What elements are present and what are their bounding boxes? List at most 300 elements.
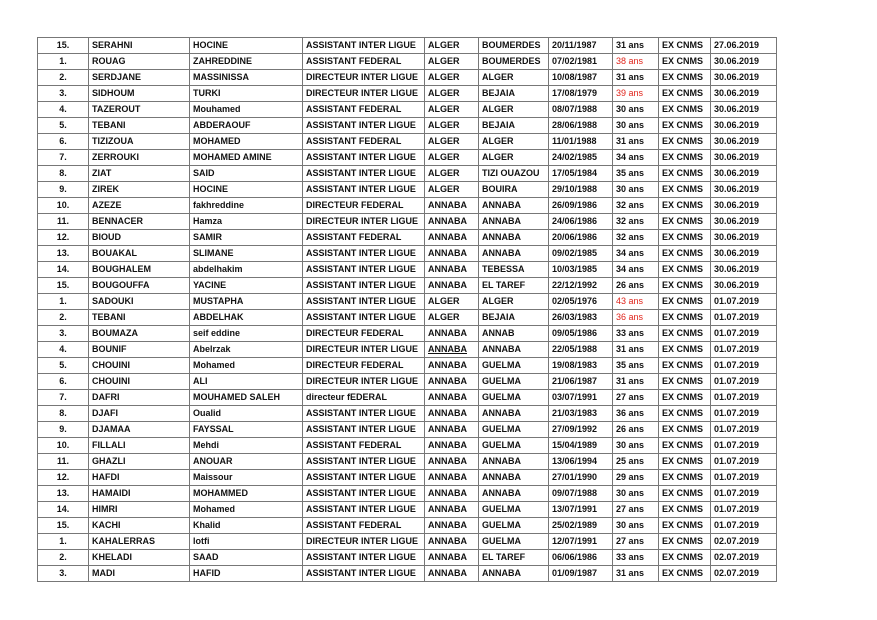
school-cell: EX CNMS: [659, 374, 711, 390]
wilaya-cell: BOUIRA: [479, 182, 549, 198]
first-name-cell: SAAD: [190, 550, 303, 566]
first-name-cell: lotfi: [190, 534, 303, 550]
table-row: [38, 230, 777, 246]
school-cell: EX CNMS: [659, 422, 711, 438]
row-number-cell: 2.: [38, 70, 89, 86]
table-row: [38, 198, 777, 214]
function-cell: ASSISTANT INTER LIGUE: [303, 166, 425, 182]
league-cell: ANNABA: [425, 326, 479, 342]
age-cell: 36 ans: [613, 406, 659, 422]
table-row: [38, 214, 777, 230]
age-cell: 32 ans: [613, 214, 659, 230]
first-name-cell: MASSINISSA: [190, 70, 303, 86]
table-row: [38, 294, 777, 310]
last-name-cell: BENNACER: [89, 214, 190, 230]
function-cell: DIRECTEUR INTER LIGUE: [303, 342, 425, 358]
session-date-cell: 01.07.2019: [711, 422, 777, 438]
function-cell: DIRECTEUR INTER LIGUE: [303, 86, 425, 102]
wilaya-cell: GUELMA: [479, 358, 549, 374]
age-cell: 38 ans: [613, 54, 659, 70]
school-cell: EX CNMS: [659, 198, 711, 214]
session-date-cell: 01.07.2019: [711, 326, 777, 342]
birth-date-cell: 22/12/1992: [549, 278, 613, 294]
school-cell: EX CNMS: [659, 438, 711, 454]
birth-date-cell: 06/06/1986: [549, 550, 613, 566]
age-cell: 25 ans: [613, 454, 659, 470]
last-name-cell: BOUMAZA: [89, 326, 190, 342]
table-row: [38, 278, 777, 294]
birth-date-cell: 28/06/1988: [549, 118, 613, 134]
age-cell: 31 ans: [613, 342, 659, 358]
function-cell: ASSISTANT FEDERAL: [303, 438, 425, 454]
birth-date-cell: 09/05/1986: [549, 326, 613, 342]
birth-date-cell: 24/06/1986: [549, 214, 613, 230]
wilaya-cell: GUELMA: [479, 502, 549, 518]
session-date-cell: 30.06.2019: [711, 246, 777, 262]
session-date-cell: 01.07.2019: [711, 502, 777, 518]
session-date-cell: 02.07.2019: [711, 550, 777, 566]
row-number-cell: 5.: [38, 118, 89, 134]
league-cell: ALGER: [425, 70, 479, 86]
wilaya-cell: TIZI OUAZOU: [479, 166, 549, 182]
first-name-cell: ABDERAOUF: [190, 118, 303, 134]
wilaya-cell: EL TAREF: [479, 550, 549, 566]
league-cell: ANNABA: [425, 454, 479, 470]
birth-date-cell: 21/03/1983: [549, 406, 613, 422]
wilaya-cell: BEJAIA: [479, 86, 549, 102]
wilaya-cell: ANNABA: [479, 230, 549, 246]
league-cell: ALGER: [425, 118, 479, 134]
wilaya-cell: ANNABA: [479, 470, 549, 486]
league-cell: ANNABA: [425, 342, 479, 358]
wilaya-cell: GUELMA: [479, 518, 549, 534]
wilaya-cell: ANNABA: [479, 486, 549, 502]
age-cell: 31 ans: [613, 134, 659, 150]
function-cell: ASSISTANT INTER LIGUE: [303, 246, 425, 262]
function-cell: ASSISTANT INTER LIGUE: [303, 406, 425, 422]
wilaya-cell: BEJAIA: [479, 118, 549, 134]
birth-date-cell: 08/07/1988: [549, 102, 613, 118]
function-cell: ASSISTANT INTER LIGUE: [303, 422, 425, 438]
school-cell: EX CNMS: [659, 54, 711, 70]
first-name-cell: YACINE: [190, 278, 303, 294]
table-row: [38, 326, 777, 342]
last-name-cell: HAFDI: [89, 470, 190, 486]
birth-date-cell: 01/09/1987: [549, 566, 613, 582]
birth-date-cell: 10/03/1985: [549, 262, 613, 278]
first-name-cell: Mehdi: [190, 438, 303, 454]
age-cell: 33 ans: [613, 326, 659, 342]
row-number-cell: 10.: [38, 198, 89, 214]
function-cell: DIRECTEUR INTER LIGUE: [303, 70, 425, 86]
wilaya-cell: ANNABA: [479, 454, 549, 470]
age-cell: 30 ans: [613, 518, 659, 534]
last-name-cell: BOUGOUFFA: [89, 278, 190, 294]
table-row: [38, 406, 777, 422]
school-cell: EX CNMS: [659, 342, 711, 358]
league-cell: ANNABA: [425, 486, 479, 502]
school-cell: EX CNMS: [659, 294, 711, 310]
last-name-cell: TIZIZOUA: [89, 134, 190, 150]
league-cell: ALGER: [425, 134, 479, 150]
age-cell: 33 ans: [613, 550, 659, 566]
age-cell: 30 ans: [613, 486, 659, 502]
league-cell: ALGER: [425, 54, 479, 70]
function-cell: ASSISTANT FEDERAL: [303, 230, 425, 246]
last-name-cell: SERAHNI: [89, 38, 190, 54]
last-name-cell: KAHALERRAS: [89, 534, 190, 550]
birth-date-cell: 19/08/1983: [549, 358, 613, 374]
last-name-cell: SERDJANE: [89, 70, 190, 86]
birth-date-cell: 29/10/1988: [549, 182, 613, 198]
table-row: [38, 262, 777, 278]
function-cell: DIRECTEUR INTER LIGUE: [303, 534, 425, 550]
birth-date-cell: 25/02/1989: [549, 518, 613, 534]
last-name-cell: ROUAG: [89, 54, 190, 70]
school-cell: EX CNMS: [659, 230, 711, 246]
function-cell: DIRECTEUR FEDERAL: [303, 326, 425, 342]
function-cell: ASSISTANT INTER LIGUE: [303, 550, 425, 566]
row-number-cell: 15.: [38, 278, 89, 294]
school-cell: EX CNMS: [659, 118, 711, 134]
function-cell: DIRECTEUR INTER LIGUE: [303, 214, 425, 230]
session-date-cell: 30.06.2019: [711, 166, 777, 182]
row-number-cell: 1.: [38, 54, 89, 70]
league-cell: ANNABA: [425, 566, 479, 582]
first-name-cell: HOCINE: [190, 38, 303, 54]
wilaya-cell: GUELMA: [479, 390, 549, 406]
wilaya-cell: BOUMERDES: [479, 38, 549, 54]
birth-date-cell: 17/05/1984: [549, 166, 613, 182]
row-number-cell: 1.: [38, 294, 89, 310]
session-date-cell: 01.07.2019: [711, 406, 777, 422]
row-number-cell: 5.: [38, 358, 89, 374]
school-cell: EX CNMS: [659, 102, 711, 118]
school-cell: EX CNMS: [659, 214, 711, 230]
row-number-cell: 6.: [38, 374, 89, 390]
session-date-cell: 30.06.2019: [711, 182, 777, 198]
row-number-cell: 3.: [38, 326, 89, 342]
last-name-cell: SADOUKI: [89, 294, 190, 310]
age-cell: 32 ans: [613, 230, 659, 246]
function-cell: ASSISTANT INTER LIGUE: [303, 566, 425, 582]
function-cell: ASSISTANT INTER LIGUE: [303, 38, 425, 54]
league-cell: ANNABA: [425, 422, 479, 438]
wilaya-cell: ANNABA: [479, 566, 549, 582]
league-cell: ANNABA: [425, 374, 479, 390]
last-name-cell: TEBANI: [89, 118, 190, 134]
row-number-cell: 8.: [38, 166, 89, 182]
session-date-cell: 30.06.2019: [711, 230, 777, 246]
table-row: [38, 518, 777, 534]
birth-date-cell: 11/01/1988: [549, 134, 613, 150]
school-cell: EX CNMS: [659, 518, 711, 534]
school-cell: EX CNMS: [659, 406, 711, 422]
league-cell: ANNABA: [425, 278, 479, 294]
table-row: [38, 38, 777, 54]
table-row: [38, 502, 777, 518]
school-cell: EX CNMS: [659, 470, 711, 486]
row-number-cell: 12.: [38, 470, 89, 486]
school-cell: EX CNMS: [659, 166, 711, 182]
age-cell: 31 ans: [613, 374, 659, 390]
session-date-cell: 30.06.2019: [711, 70, 777, 86]
first-name-cell: MOHAMED AMINE: [190, 150, 303, 166]
row-number-cell: 14.: [38, 502, 89, 518]
row-number-cell: 11.: [38, 214, 89, 230]
age-cell: 30 ans: [613, 182, 659, 198]
wilaya-cell: GUELMA: [479, 438, 549, 454]
function-cell: ASSISTANT INTER LIGUE: [303, 502, 425, 518]
function-cell: ASSISTANT INTER LIGUE: [303, 278, 425, 294]
age-cell: 35 ans: [613, 166, 659, 182]
wilaya-cell: ALGER: [479, 102, 549, 118]
first-name-cell: Mouhamed: [190, 102, 303, 118]
row-number-cell: 10.: [38, 438, 89, 454]
first-name-cell: SAMIR: [190, 230, 303, 246]
first-name-cell: ZAHREDDINE: [190, 54, 303, 70]
first-name-cell: abdelhakim: [190, 262, 303, 278]
function-cell: ASSISTANT FEDERAL: [303, 518, 425, 534]
league-cell: ALGER: [425, 182, 479, 198]
row-number-cell: 3.: [38, 86, 89, 102]
last-name-cell: CHOUINI: [89, 374, 190, 390]
last-name-cell: ZIAT: [89, 166, 190, 182]
league-cell: ANNABA: [425, 518, 479, 534]
row-number-cell: 15.: [38, 38, 89, 54]
league-cell: ANNABA: [425, 438, 479, 454]
school-cell: EX CNMS: [659, 486, 711, 502]
last-name-cell: DJAFI: [89, 406, 190, 422]
wilaya-cell: GUELMA: [479, 422, 549, 438]
school-cell: EX CNMS: [659, 246, 711, 262]
age-cell: 26 ans: [613, 278, 659, 294]
league-cell: ALGER: [425, 294, 479, 310]
age-cell: 30 ans: [613, 118, 659, 134]
last-name-cell: BOUAKAL: [89, 246, 190, 262]
last-name-cell: DJAMAA: [89, 422, 190, 438]
first-name-cell: HAFID: [190, 566, 303, 582]
age-cell: 34 ans: [613, 262, 659, 278]
last-name-cell: TEBANI: [89, 310, 190, 326]
age-cell: 31 ans: [613, 566, 659, 582]
session-date-cell: 30.06.2019: [711, 150, 777, 166]
row-number-cell: 7.: [38, 150, 89, 166]
row-number-cell: 2.: [38, 550, 89, 566]
first-name-cell: FAYSSAL: [190, 422, 303, 438]
league-cell: ALGER: [425, 38, 479, 54]
school-cell: EX CNMS: [659, 550, 711, 566]
function-cell: ASSISTANT INTER LIGUE: [303, 454, 425, 470]
table-row: [38, 70, 777, 86]
age-cell: 27 ans: [613, 390, 659, 406]
table-row: [38, 118, 777, 134]
table-row: [38, 182, 777, 198]
row-number-cell: 6.: [38, 134, 89, 150]
function-cell: ASSISTANT INTER LIGUE: [303, 486, 425, 502]
roster-body: [38, 38, 777, 582]
first-name-cell: MOHAMED: [190, 134, 303, 150]
session-date-cell: 27.06.2019: [711, 38, 777, 54]
birth-date-cell: 26/03/1983: [549, 310, 613, 326]
first-name-cell: ALI: [190, 374, 303, 390]
first-name-cell: Mohamed: [190, 358, 303, 374]
table-row: [38, 310, 777, 326]
first-name-cell: Khalid: [190, 518, 303, 534]
school-cell: EX CNMS: [659, 390, 711, 406]
row-number-cell: 8.: [38, 406, 89, 422]
last-name-cell: KHELADI: [89, 550, 190, 566]
function-cell: ASSISTANT FEDERAL: [303, 134, 425, 150]
school-cell: EX CNMS: [659, 454, 711, 470]
school-cell: EX CNMS: [659, 502, 711, 518]
row-number-cell: 15.: [38, 518, 89, 534]
row-number-cell: 11.: [38, 454, 89, 470]
table-row: [38, 486, 777, 502]
table-row: [38, 150, 777, 166]
age-cell: 36 ans: [613, 310, 659, 326]
first-name-cell: ABDELHAK: [190, 310, 303, 326]
row-number-cell: 13.: [38, 486, 89, 502]
birth-date-cell: 20/06/1986: [549, 230, 613, 246]
age-cell: 34 ans: [613, 246, 659, 262]
row-number-cell: 13.: [38, 246, 89, 262]
last-name-cell: ZIREK: [89, 182, 190, 198]
birth-date-cell: 20/11/1987: [549, 38, 613, 54]
school-cell: EX CNMS: [659, 358, 711, 374]
age-cell: 32 ans: [613, 198, 659, 214]
wilaya-cell: ANNABA: [479, 214, 549, 230]
birth-date-cell: 09/07/1988: [549, 486, 613, 502]
row-number-cell: 7.: [38, 390, 89, 406]
last-name-cell: BOUGHALEM: [89, 262, 190, 278]
school-cell: EX CNMS: [659, 150, 711, 166]
age-cell: 27 ans: [613, 534, 659, 550]
birth-date-cell: 27/01/1990: [549, 470, 613, 486]
last-name-cell: ZERROUKI: [89, 150, 190, 166]
session-date-cell: 30.06.2019: [711, 102, 777, 118]
function-cell: ASSISTANT INTER LIGUE: [303, 262, 425, 278]
first-name-cell: SAID: [190, 166, 303, 182]
session-date-cell: 30.06.2019: [711, 118, 777, 134]
wilaya-cell: GUELMA: [479, 534, 549, 550]
last-name-cell: KACHI: [89, 518, 190, 534]
table-row: [38, 422, 777, 438]
first-name-cell: MOHAMMED: [190, 486, 303, 502]
last-name-cell: BOUNIF: [89, 342, 190, 358]
wilaya-cell: EL TAREF: [479, 278, 549, 294]
first-name-cell: ANOUAR: [190, 454, 303, 470]
league-cell: ANNABA: [425, 246, 479, 262]
first-name-cell: TURKI: [190, 86, 303, 102]
row-number-cell: 9.: [38, 182, 89, 198]
first-name-cell: MUSTAPHA: [190, 294, 303, 310]
league-cell: ANNABA: [425, 406, 479, 422]
wilaya-cell: ALGER: [479, 150, 549, 166]
league-cell: ANNABA: [425, 198, 479, 214]
birth-date-cell: 15/04/1989: [549, 438, 613, 454]
function-cell: DIRECTEUR FEDERAL: [303, 358, 425, 374]
age-cell: 31 ans: [613, 38, 659, 54]
session-date-cell: 30.06.2019: [711, 54, 777, 70]
wilaya-cell: BOUMERDES: [479, 54, 549, 70]
table-row: [38, 358, 777, 374]
session-date-cell: 01.07.2019: [711, 390, 777, 406]
age-cell: 30 ans: [613, 438, 659, 454]
table-row: [38, 470, 777, 486]
wilaya-cell: ANNAB: [479, 326, 549, 342]
last-name-cell: FILLALI: [89, 438, 190, 454]
table-row: [38, 390, 777, 406]
birth-date-cell: 13/06/1994: [549, 454, 613, 470]
session-date-cell: 01.07.2019: [711, 518, 777, 534]
wilaya-cell: ANNABA: [479, 406, 549, 422]
table-row: [38, 550, 777, 566]
session-date-cell: 30.06.2019: [711, 278, 777, 294]
first-name-cell: Maissour: [190, 470, 303, 486]
birth-date-cell: 12/07/1991: [549, 534, 613, 550]
league-cell: ANNABA: [425, 230, 479, 246]
session-date-cell: 01.07.2019: [711, 294, 777, 310]
school-cell: EX CNMS: [659, 70, 711, 86]
table-row: [38, 246, 777, 262]
table-row: [38, 166, 777, 182]
wilaya-cell: ANNABA: [479, 246, 549, 262]
session-date-cell: 01.07.2019: [711, 454, 777, 470]
birth-date-cell: 27/09/1992: [549, 422, 613, 438]
session-date-cell: 01.07.2019: [711, 438, 777, 454]
birth-date-cell: 02/05/1976: [549, 294, 613, 310]
table-row: [38, 566, 777, 582]
last-name-cell: HAMAIDI: [89, 486, 190, 502]
school-cell: EX CNMS: [659, 278, 711, 294]
row-number-cell: 4.: [38, 342, 89, 358]
table-row: [38, 534, 777, 550]
table-row: [38, 374, 777, 390]
league-cell: ALGER: [425, 86, 479, 102]
last-name-cell: DAFRI: [89, 390, 190, 406]
league-cell: ANNABA: [425, 470, 479, 486]
function-cell: ASSISTANT INTER LIGUE: [303, 150, 425, 166]
first-name-cell: Mohamed: [190, 502, 303, 518]
age-cell: 39 ans: [613, 86, 659, 102]
row-number-cell: 9.: [38, 422, 89, 438]
function-cell: ASSISTANT INTER LIGUE: [303, 310, 425, 326]
school-cell: EX CNMS: [659, 310, 711, 326]
league-cell: ANNABA: [425, 214, 479, 230]
league-cell: ANNABA: [425, 262, 479, 278]
birth-date-cell: 22/05/1988: [549, 342, 613, 358]
function-cell: ASSISTANT INTER LIGUE: [303, 294, 425, 310]
last-name-cell: CHOUINI: [89, 358, 190, 374]
session-date-cell: 30.06.2019: [711, 198, 777, 214]
wilaya-cell: ALGER: [479, 134, 549, 150]
birth-date-cell: 09/02/1985: [549, 246, 613, 262]
school-cell: EX CNMS: [659, 86, 711, 102]
session-date-cell: 01.07.2019: [711, 470, 777, 486]
row-number-cell: 3.: [38, 566, 89, 582]
school-cell: EX CNMS: [659, 326, 711, 342]
school-cell: EX CNMS: [659, 182, 711, 198]
birth-date-cell: 10/08/1987: [549, 70, 613, 86]
session-date-cell: 30.06.2019: [711, 214, 777, 230]
league-cell: ALGER: [425, 102, 479, 118]
last-name-cell: MADI: [89, 566, 190, 582]
league-cell: ALGER: [425, 310, 479, 326]
wilaya-cell: ALGER: [479, 294, 549, 310]
function-cell: ASSISTANT INTER LIGUE: [303, 470, 425, 486]
table-row: [38, 342, 777, 358]
